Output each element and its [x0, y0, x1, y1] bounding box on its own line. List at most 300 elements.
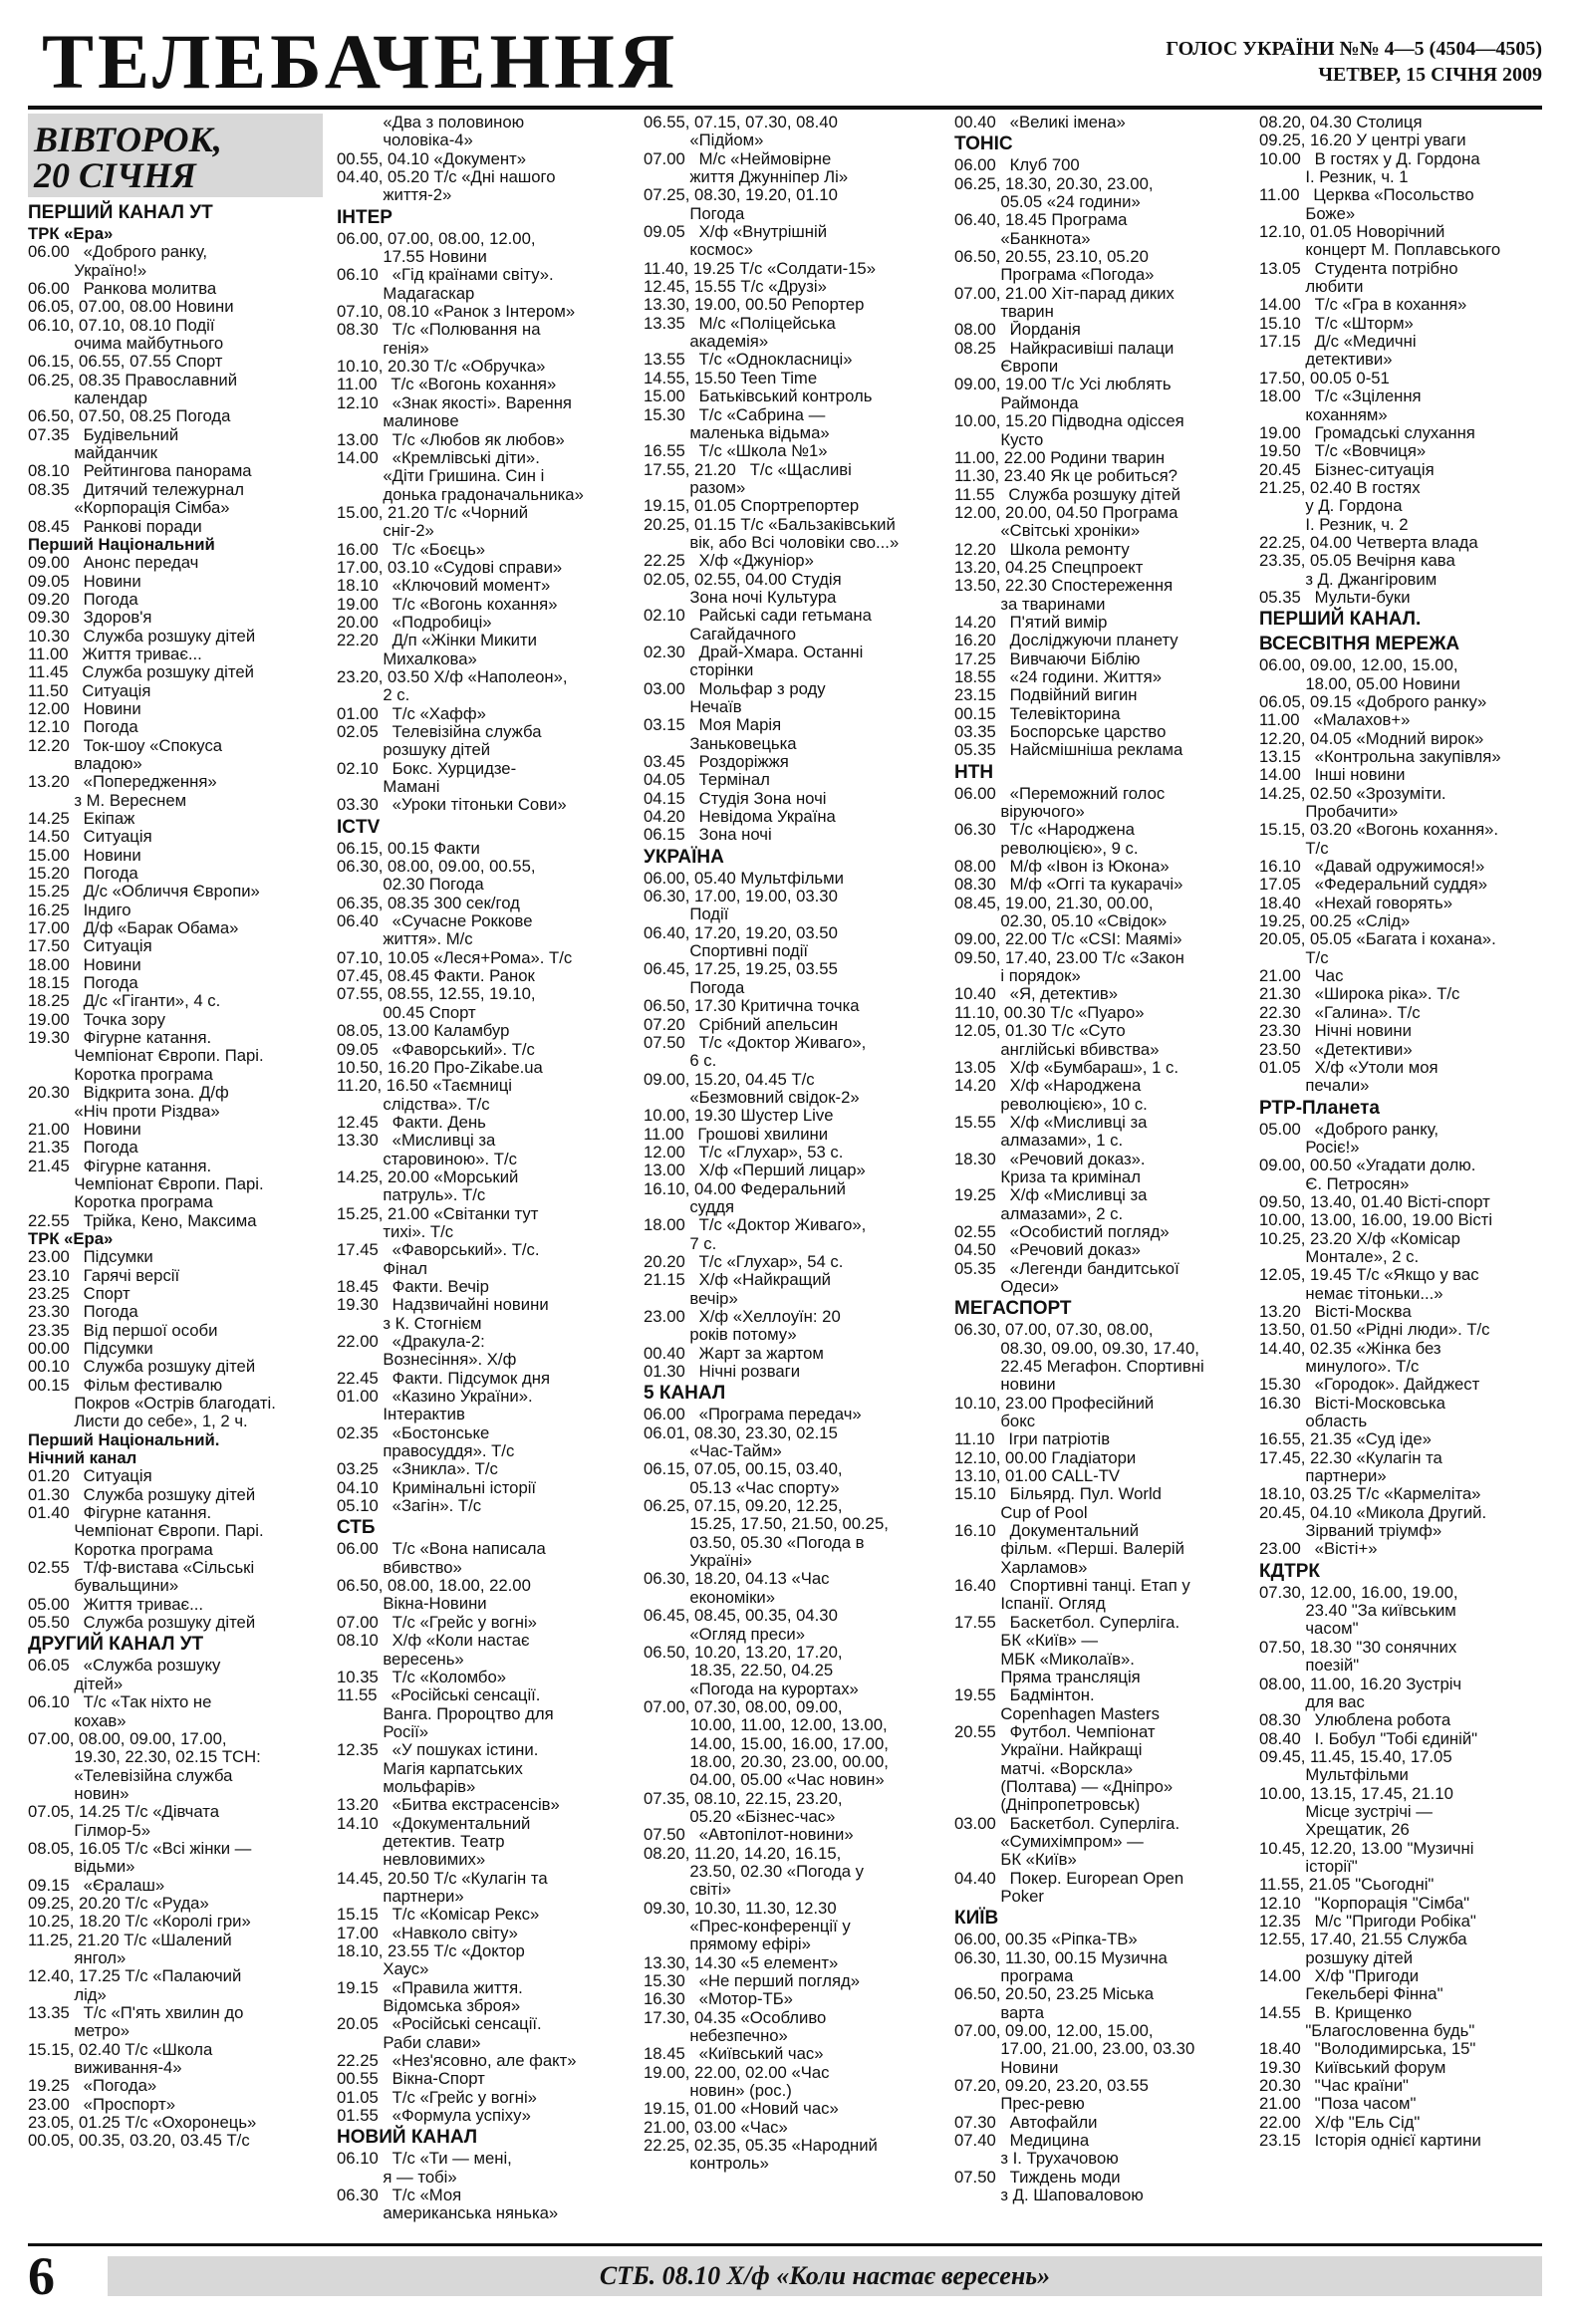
schedule-line: фільм. «Перші. Валерій	[954, 1540, 1184, 1559]
schedule-line: 05.10 «Загін». Т/с	[337, 1497, 482, 1516]
schedule-line: 12.05, 01.30 Т/с «Суто	[954, 1022, 1126, 1041]
schedule-line: 07.45, 08.45 Факти. Ранок	[337, 967, 535, 986]
schedule-line: БК «Київ»	[954, 1851, 1077, 1870]
schedule-line: сніг-2»	[337, 522, 434, 541]
schedule-line: Чемпіонат Європи. Парі.	[28, 1522, 264, 1541]
schedule-line: Хрещатик, 26	[1259, 1821, 1410, 1840]
schedule-line: 09.05 «Фаворський». Т/с	[337, 1040, 535, 1059]
schedule-line: 04.40, 05.20 Т/с «Дні нашого	[337, 168, 556, 187]
channel-subheading: Перший Національний.	[28, 1429, 220, 1449]
column-3	[644, 114, 944, 2235]
schedule-line: лід»	[28, 1985, 107, 2004]
schedule-line: 08.00, 11.00, 16.20 Зустріч	[1259, 1675, 1462, 1693]
schedule-line: 14.20 П'ятий вимір	[954, 613, 1108, 632]
schedule-line: 09.30, 10.30, 11.30, 12.30	[644, 1899, 837, 1918]
schedule-line: 18.30 «Речовий доказ».	[954, 1150, 1146, 1168]
schedule-line: варта	[954, 2003, 1044, 2022]
schedule-line: 10.10, 23.00 Професійний	[954, 1394, 1155, 1413]
schedule-line: 07.35, 08.10, 22.15, 23.20,	[644, 1789, 843, 1808]
schedule-line: 08.30 Улюблена робота	[1259, 1711, 1451, 1730]
schedule-line: 08.45 Ранкові поради	[28, 517, 202, 536]
schedule-line: 16.40 Спортивні танці. Етап у	[954, 1577, 1190, 1596]
schedule-line: 18.10, 23.55 Т/с «Доктор	[337, 1942, 525, 1960]
schedule-line: 15.30 Т/с «Сабрина —	[644, 405, 826, 424]
schedule-line: 12.10 «Знак якості». Варення	[337, 393, 572, 412]
schedule-line: Заньковецька	[644, 734, 797, 753]
schedule-line: 12.55, 17.40, 21.55 Служба	[1259, 1931, 1467, 1949]
schedule-line: небезпечно»	[644, 2027, 788, 2046]
schedule-line: 06.30 Т/с «Моя	[337, 2187, 462, 2205]
schedule-line: 11.10 Ігри патріотів	[954, 1430, 1111, 1449]
schedule-line: 13.30 «Мисливці за	[337, 1132, 496, 1151]
schedule-line: 18.00, 05.00 Новини	[1259, 674, 1460, 693]
schedule-line: І. Резник, ч. 2	[1259, 515, 1409, 534]
schedule-line: «Світські хроніки»	[954, 522, 1141, 541]
schedule-line: 10.40 «Я, детектив»	[954, 985, 1119, 1004]
schedule-line: 00.05, 00.35, 03.20, 03.45 Т/с	[28, 2132, 250, 2151]
schedule-line: 21.30 «Широка ріка». Т/с	[1259, 985, 1460, 1004]
schedule-line: Інтерактив	[337, 1406, 465, 1424]
schedule-line: 11.10, 00.30 Т/с «Пуаро»	[954, 1003, 1145, 1022]
schedule-line: 23.00 Х/ф «Хеллоуїн: 20	[644, 1308, 841, 1326]
schedule-line: 16.00 Т/с «Боєць»	[337, 540, 486, 559]
schedule-line: 07.00, 09.00, 12.00, 15.00,	[954, 2022, 1154, 2041]
schedule-line: космос»	[644, 241, 753, 260]
schedule-line: програма	[954, 1967, 1074, 1985]
schedule-line: детектив. Театр	[337, 1832, 505, 1851]
schedule-line: очима майбутнього	[28, 335, 224, 354]
schedule-line: 11.55 «Російські сенсації.	[337, 1686, 541, 1705]
schedule-line: 18.45 Факти. Вечір	[337, 1277, 489, 1296]
schedule-line: віруючого»	[954, 803, 1085, 822]
schedule-line: 08.35 Дитячий тележурнал	[28, 480, 244, 499]
schedule-line: 01.20 Ситуація	[28, 1467, 152, 1486]
schedule-line: 08.20, 11.20, 14.20, 16.15,	[644, 1844, 842, 1863]
schedule-line: 01.05 Х/ф «Утоли моя	[1259, 1058, 1439, 1077]
schedule-line: 07.00 Т/с «Грейс у вогні»	[337, 1613, 537, 1632]
schedule-line: 09.00, 15.20, 04.45 Т/с	[644, 1070, 815, 1089]
schedule-line: 05.05 «24 години»	[954, 193, 1141, 212]
schedule-line: 22.45 Мегафон. Спортивні	[954, 1358, 1204, 1376]
schedule-line: для вас	[1259, 1692, 1365, 1711]
schedule-line: Мамані	[337, 778, 440, 797]
column-2	[337, 114, 634, 2235]
schedule-line: Copenhagen Masters	[954, 1704, 1160, 1723]
schedule-line: 14.10 «Документальний	[337, 1814, 531, 1833]
schedule-line: Монтале», 2 с.	[1259, 1247, 1420, 1266]
schedule-line: 17.00 Д/ф «Барак Обама»	[28, 919, 239, 938]
schedule-line: 08.45, 19.00, 21.30, 00.00,	[954, 894, 1154, 912]
schedule-line: Погода	[644, 204, 745, 223]
schedule-line: матчі. «Ворскла»	[954, 1759, 1134, 1778]
schedule-line: 07.05, 14.25 Т/с «Дівчата	[28, 1803, 219, 1822]
schedule-line: 12.20, 04.05 «Модний вирок»	[1259, 729, 1484, 748]
schedule-line: Магія карпатських	[337, 1759, 523, 1778]
schedule-line: 17.15 Д/с «Медичні	[1259, 333, 1417, 352]
schedule-line: 02.30, 05.10 «Свідок»	[954, 912, 1168, 931]
schedule-line: 07.10, 10.05 «Леся+Рома». Т/с	[337, 948, 573, 967]
schedule-line: 20.05 «Російські сенсації.	[337, 2015, 542, 2034]
schedule-line: 06.00 Т/с «Вона написала	[337, 1540, 546, 1559]
schedule-line: 19.00 Т/с «Вогонь кохання»	[337, 595, 558, 614]
schedule-line: 19.50 Т/с «Вовчиця»	[1259, 442, 1427, 461]
channel-subheading: ТРК «Ера»	[28, 224, 114, 243]
schedule-line: Чемпіонат Європи. Парі.	[28, 1047, 264, 1066]
schedule-line: 15.55 Х/ф «Мисливці за	[954, 1113, 1148, 1132]
schedule-line: новини	[954, 1376, 1056, 1395]
schedule-line: за тваринами	[954, 595, 1106, 614]
schedule-line: 06.25, 07.15, 09.20, 12.25,	[644, 1497, 843, 1516]
schedule-line: 16.25 Індиго	[28, 901, 131, 919]
schedule-line: 08.20, 04.30 Столиця	[1259, 114, 1423, 131]
schedule-line: 14.00 Т/с «Гра в кохання»	[1259, 296, 1467, 315]
schedule-line: 01.00 Т/с «Хафф»	[337, 704, 486, 723]
schedule-line: 08.10 Рейтингова панорама	[28, 462, 252, 481]
schedule-line: 06.50, 17.30 Критична точка	[644, 997, 860, 1016]
schedule-line: 12.45, 15.55 Т/с «Друзі»	[644, 278, 827, 297]
issue-date: ЧЕТВЕР, 15 СІЧНЯ 2009	[1318, 64, 1542, 86]
schedule-line: 17.50 Ситуація	[28, 937, 152, 956]
schedule-line: минулого». Т/с	[1259, 1358, 1420, 1376]
schedule-line: 17.05 «Федеральний суддя»	[1259, 876, 1487, 895]
schedule-line: революцією», 9 с.	[954, 839, 1139, 858]
schedule-line: 23.15 Історія однієї картини	[1259, 2132, 1481, 2151]
schedule-line: 04.40 Покер. European Open	[954, 1869, 1184, 1888]
schedule-line: 01.00 «Казино України».	[337, 1388, 533, 1407]
schedule-line: 06.15 Зона ночі	[644, 826, 772, 845]
schedule-line: 16.55 Т/с «Школа №1»	[644, 442, 828, 461]
schedule-line: 12.35 М/с "Пригоди Робіка"	[1259, 1912, 1476, 1931]
schedule-line: календар	[28, 389, 147, 408]
schedule-line: 14.25, 20.00 «Морський	[337, 1167, 519, 1186]
schedule-line: 09.50, 17.40, 23.00 Т/с «Закон	[954, 948, 1184, 967]
schedule-line: Коротка програма	[28, 1065, 213, 1084]
schedule-line: 07.20, 09.20, 23.20, 03.55	[954, 2077, 1149, 2096]
schedule-line: 02.05 Телевізійна служба	[337, 723, 542, 741]
schedule-line: концерт М. Поплавського	[1259, 241, 1501, 260]
schedule-line: (Полтава) — «Дніпро»	[954, 1777, 1174, 1796]
schedule-line: 22.25 Х/ф «Джуніор»	[644, 552, 814, 571]
schedule-line: «Ніч проти Різдва»	[28, 1102, 220, 1121]
schedule-line: 12.00 Т/с «Глухар», 53 с.	[644, 1143, 844, 1162]
schedule-line: вечір»	[644, 1289, 738, 1308]
schedule-line: 06.35, 08.35 300 сек/год	[337, 894, 520, 912]
schedule-line: 09.00 Анонс передач	[28, 554, 199, 573]
schedule-line: 20.45 Бізнес-ситуація	[1259, 460, 1435, 479]
channel-name: СТБ	[337, 1517, 376, 1539]
schedule-line: 05.35 Найсмішніша реклама	[954, 741, 1183, 760]
schedule-line: 08.30 М/ф «Оггі та кукарачі»	[954, 876, 1183, 895]
schedule-line: донька градоначальника»	[337, 485, 584, 504]
schedule-line: 21.00 Новини	[28, 1120, 141, 1139]
schedule-line: «Телевізійна служба	[28, 1766, 233, 1785]
schedule-line: 13.15 «Контрольна закупівля»	[1259, 748, 1501, 766]
schedule-line: Раймонда	[954, 393, 1079, 412]
schedule-line: 20.25, 01.15 Т/с «Бальзаківський	[644, 515, 896, 534]
schedule-line: 10.10, 20.30 Т/с «Обручка»	[337, 358, 546, 377]
schedule-line: 13.55 Т/с «Однокласниці»	[644, 351, 853, 370]
schedule-line: 23.20, 03.50 Х/ф «Наполеон»,	[337, 667, 568, 686]
schedule-line: 07.00, 08.00, 09.00, 17.00,	[28, 1729, 227, 1748]
schedule-line: 04.20 Невідома Україна	[644, 808, 836, 827]
schedule-line: тварин	[954, 303, 1054, 322]
schedule-line: 05.50 Служба розшуку дітей	[28, 1614, 256, 1633]
schedule-line: 06.30, 17.00, 19.00, 03.30	[644, 888, 838, 906]
schedule-line: 18.35, 22.50, 04.25	[644, 1662, 834, 1680]
schedule-line: 04.00, 05.00 «Час новин»	[644, 1771, 885, 1790]
schedule-line: 15.15 Т/с «Комісар Рекс»	[337, 1906, 540, 1925]
schedule-line: Вознесіння». Х/ф	[337, 1351, 517, 1370]
schedule-line: владою»	[28, 754, 142, 773]
schedule-line: БК «Київ» —	[954, 1632, 1099, 1651]
schedule-line: 06.00, 09.00, 12.00, 15.00,	[1259, 656, 1458, 675]
schedule-line: 21.00 "Поза часом"	[1259, 2095, 1417, 2114]
schedule-line: 07.30, 12.00, 16.00, 19.00,	[1259, 1583, 1458, 1602]
schedule-line: академія»	[644, 333, 769, 352]
schedule-line: 21.00 Час	[1259, 967, 1344, 986]
schedule-line: 06.40, 18.45 Програма	[954, 211, 1128, 230]
schedule-line: 00.15 Фільм фестивалю	[28, 1376, 223, 1395]
schedule-line: Чемпіонат Європи. Парі.	[28, 1174, 264, 1193]
schedule-line: 11.00 «Малахов+»	[1259, 711, 1411, 730]
schedule-line: Пробачити»	[1259, 803, 1399, 822]
schedule-line: 17.45 «Фаворський». Т/с.	[337, 1241, 540, 1260]
schedule-line: вересень»	[337, 1650, 464, 1669]
schedule-line: 00.40 Жарт за жартом	[644, 1344, 824, 1363]
schedule-line: вбивство»	[337, 1558, 462, 1577]
schedule-line: 03.45 Роздоріжжя	[644, 753, 789, 772]
schedule-line: 20.05, 05.05 «Багата і кохана».	[1259, 930, 1496, 949]
schedule-line: 21.25, 02.40 В гостях	[1259, 478, 1421, 497]
schedule-line: 15.15, 02.40 Т/с «Школа	[28, 2040, 213, 2059]
schedule-line: патруль». Т/с	[337, 1186, 486, 1205]
schedule-line: 18.25 Д/с «Гіганти», 4 с.	[28, 992, 221, 1011]
schedule-line: 05.13 «Час спорту»	[644, 1478, 840, 1497]
schedule-line: область	[1259, 1413, 1368, 1431]
schedule-line: Ванга. Пророцтво для	[337, 1704, 554, 1723]
schedule-line: 18.40 "Володимирська, 15"	[1259, 2040, 1476, 2059]
schedule-line: 02.10 Райські сади гетьмана	[644, 607, 872, 626]
schedule-line: 15.00 Батьківський контроль	[644, 387, 873, 406]
schedule-line: 18.15 Погода	[28, 974, 138, 993]
schedule-line: любити	[1259, 278, 1364, 297]
schedule-line: 08.40 І. Бобул "Тобі єдиній"	[1259, 1729, 1478, 1748]
schedule-line: 08.00 М/ф «Івон із Юкона»	[954, 858, 1170, 877]
schedule-line: 23.50, 02.30 «Погода у	[644, 1862, 864, 1881]
schedule-line: 19.00 Громадські слухання	[1259, 423, 1475, 442]
schedule-line: 07.20 Срібний апельсин	[644, 1015, 839, 1034]
schedule-line: 15.20 Погода	[28, 865, 138, 884]
channel-name: РТР-Планета	[1259, 1097, 1380, 1119]
schedule-line: поезій"	[1259, 1657, 1360, 1676]
schedule-line: 15.10 Більярд. Пул. World	[954, 1485, 1162, 1504]
schedule-line: 07.55, 08.55, 12.55, 19.10,	[337, 985, 536, 1004]
schedule-line: Криза та кримінал	[954, 1167, 1141, 1186]
schedule-line: 06.00 «Доброго ранку,	[28, 243, 208, 262]
schedule-line: 03.25 «Зникла». Т/с	[337, 1460, 498, 1479]
schedule-line: МБК «Миколаїв».	[954, 1650, 1135, 1669]
schedule-line: 12.10, 00.00 Гладіатори	[954, 1448, 1137, 1467]
schedule-line: 09.05 Х/ф «Внутрішній	[644, 223, 828, 242]
schedule-line: 12.45 Факти. День	[337, 1113, 486, 1132]
schedule-line: 13.20 «Битва екстрасенсів»	[337, 1796, 560, 1815]
schedule-line: 16.10, 04.00 Федеральний	[644, 1179, 846, 1198]
schedule-line: «Банкнота»	[954, 229, 1091, 248]
channel-name: МЕГАСПОРТ	[954, 1298, 1072, 1320]
schedule-line: 02.55 Т/ф-вистава «Сільські	[28, 1559, 255, 1578]
schedule-line: 10.00, 19.30 Шустер Live	[644, 1107, 834, 1126]
schedule-line: 13.30, 19.00, 00.50 Репортер	[644, 296, 865, 315]
schedule-line: старовиною». Т/с	[337, 1150, 517, 1168]
schedule-line: 19.25 «Погода»	[28, 2077, 157, 2096]
schedule-line: 07.00, 21.00 Хіт-парад диких	[954, 284, 1175, 303]
schedule-line: 06.10 Т/с «Так ніхто не	[28, 1693, 212, 1712]
schedule-line: генія»	[337, 339, 429, 358]
schedule-line: 14.20 Х/ф «Народжена	[954, 1077, 1142, 1096]
schedule-line: 23.15 Подвійний вигин	[954, 686, 1138, 705]
schedule-line: 06.05, 07.00, 08.00 Новини	[28, 298, 234, 317]
schedule-line: 19.25 Х/ф «Мисливці за	[954, 1186, 1148, 1205]
schedule-line: історії"	[1259, 1857, 1358, 1876]
schedule-line: 06.10 «Гід країнами світу».	[337, 266, 554, 285]
schedule-line: 06.50, 07.50, 08.25 Погода	[28, 407, 231, 426]
schedule-line: 6 с.	[644, 1052, 717, 1071]
channel-name: ВСЕСВІТНЯ МЕРЕЖА	[1259, 634, 1460, 655]
schedule-line: 01.05 Т/с «Грейс у вогні»	[337, 2088, 537, 2107]
schedule-line: 23.10 Гарячі версії	[28, 1266, 180, 1285]
channel-subheading: ТРК «Ера»	[28, 1228, 114, 1248]
schedule-line: 19.15, 01.00 «Новий час»	[644, 2100, 839, 2119]
schedule-line: 23.35 Від першої особи	[28, 1321, 218, 1340]
schedule-line: 21.35 Погода	[28, 1139, 138, 1158]
schedule-line: 22.25 «Нез'ясовно, але факт»	[337, 2052, 577, 2071]
schedule-line: 15.30 «Не перший погляд»	[644, 1972, 861, 1991]
schedule-line: 10.00, 11.00, 12.00, 13.00,	[644, 1716, 888, 1735]
schedule-line: 07.50 «Автопілот-новини»	[644, 1826, 854, 1845]
schedule-line: років потому»	[644, 1326, 797, 1345]
schedule-line: Зона ночі Культура	[644, 588, 837, 607]
schedule-line: 16.10 Документальний	[954, 1522, 1140, 1541]
schedule-line: бувальщини»	[28, 1577, 179, 1596]
schedule-line: 02.30 Драй-Хмара. Останні	[644, 643, 864, 661]
schedule-line: 10.00 В гостях у Д. Гордона	[1259, 149, 1480, 168]
schedule-line: 14.40, 02.35 «Жінка без	[1259, 1339, 1441, 1358]
schedule-line: життя Джунніпер Лі»	[644, 168, 849, 187]
schedule-line: партнери»	[1259, 1467, 1387, 1486]
schedule-line: 06.15, 06.55, 07.55 Спорт	[28, 353, 223, 372]
schedule-line: 15.25 Д/с «Обличчя Європи»	[28, 883, 260, 902]
schedule-line: Росії»	[337, 1722, 429, 1741]
schedule-line: 09.30 Здоров'я	[28, 609, 152, 628]
schedule-line: 20.30 Відкрита зона. Д/ф	[28, 1084, 229, 1103]
schedule-line: 11.45 Служба розшуку дітей	[28, 663, 254, 682]
schedule-line: 06.30 Т/с «Народжена	[954, 821, 1135, 840]
schedule-line: 21.15 Х/ф «Найкращий	[644, 1271, 831, 1290]
schedule-line: 02.05, 02.55, 04.00 Студія	[644, 570, 842, 589]
schedule-line: 05.20 «Бізнес-час»	[644, 1807, 836, 1826]
schedule-line: малинове	[337, 412, 459, 431]
schedule-line: алмазами», 1 с.	[954, 1132, 1124, 1151]
schedule-line: 08.05, 16.05 Т/с «Всі жінки —	[28, 1839, 252, 1858]
schedule-line: 18.00 Т/с «Зцілення	[1259, 387, 1422, 406]
channel-name: КИЇВ	[954, 1908, 999, 1930]
schedule-line: 07.00 М/с «Неймовірне	[644, 149, 832, 168]
schedule-line: Україно!»	[28, 261, 147, 280]
schedule-line: Боже»	[1259, 204, 1356, 223]
schedule-line: 06.00 «Програма передач»	[644, 1406, 862, 1424]
schedule-line: 19.15, 01.05 Спортрепортер	[644, 497, 860, 516]
schedule-line: мольфарів»	[337, 1777, 476, 1796]
schedule-line: 06.30, 18.20, 04.13 «Час	[644, 1570, 830, 1589]
schedule-line: 12.20 Ток-шоу «Спокуса	[28, 736, 223, 755]
schedule-line: 15.30 «Городок». Дайджест	[1259, 1376, 1480, 1395]
schedule-line: 07.25, 08.30, 19.20, 01.10	[644, 186, 838, 205]
schedule-line: 12.10 "Корпорація "Сімба"	[1259, 1894, 1470, 1913]
schedule-line: 17.00, 21.00, 23.00, 03.30	[954, 2040, 1195, 2059]
schedule-line: прямому ефірі»	[644, 1936, 811, 1954]
schedule-line: 03.15 Моя Марія	[644, 716, 782, 735]
schedule-line: 09.50, 13.40, 01.40 Вісті-спорт	[1259, 1192, 1490, 1211]
schedule-line: Пряма трансляція	[954, 1668, 1141, 1686]
schedule-line: 16.30 Вісті-Московська	[1259, 1394, 1445, 1413]
schedule-line: 09.45, 11.45, 15.40, 17.05	[1259, 1747, 1452, 1766]
schedule-line: коханням»	[1259, 405, 1388, 424]
schedule-line: маленька відьма»	[644, 423, 830, 442]
schedule-line: 11.55 Служба розшуку дітей	[954, 485, 1180, 504]
schedule-line: 17.50, 00.05 0-51	[1259, 369, 1390, 387]
schedule-line: 21.00, 03.00 «Час»	[644, 2118, 788, 2137]
schedule-line: 13.35 Т/с «П'ять хвилин до	[28, 2004, 244, 2022]
schedule-line: 06.30, 08.00, 09.00, 00.55,	[337, 858, 536, 877]
schedule-line: Є. Петросян»	[1259, 1174, 1410, 1193]
column-5	[1259, 114, 1544, 2235]
schedule-line: Мультфільми	[1259, 1766, 1409, 1785]
channel-name: ICTV	[337, 816, 381, 838]
schedule-line: Одеси»	[954, 1277, 1059, 1296]
schedule-line: 10.00, 13.15, 17.45, 21.10	[1259, 1784, 1453, 1803]
schedule-line: 13.20, 04.25 Спецпроект	[954, 558, 1144, 577]
day-heading: ВІВТОРОК, 20 СІЧНЯ	[28, 114, 323, 197]
schedule-line: 19.30, 22.30, 02.15 ТСН:	[28, 1748, 261, 1767]
schedule-line: (Дніпропетровськ)	[954, 1796, 1141, 1815]
schedule-line: 21.45 Фігурне катання.	[28, 1157, 212, 1175]
schedule-line: 09.25, 20.20 Т/с «Руда»	[28, 1894, 209, 1913]
schedule-line: 06.10, 07.10, 08.10 Події	[28, 316, 215, 335]
schedule-line: Листи до себе», 1, 2 ч.	[28, 1413, 248, 1431]
schedule-line: 09.00, 22.00 Т/с «CSI: Маямі»	[954, 930, 1182, 949]
schedule-line: Т/с	[1259, 948, 1329, 967]
schedule-line: Cup of Pool	[954, 1503, 1088, 1522]
schedule-line: Новини	[954, 2058, 1059, 2077]
schedule-line: 07.50, 18.30 "30 сонячних	[1259, 1638, 1457, 1657]
schedule-line: 15.15, 03.20 «Вогонь кохання».	[1259, 821, 1499, 840]
schedule-line: 13.50, 01.50 «Рідні люди». Т/с	[1259, 1321, 1490, 1340]
schedule-line: 14.25, 02.50 «Зрозуміти.	[1259, 784, 1446, 803]
schedule-line: 14.00 «Кремлівські діти».	[337, 448, 540, 467]
schedule-line: 22.20 Д/п «Жінки Микити	[337, 632, 537, 650]
schedule-line: 03.30 «Уроки тітоньки Сови»	[337, 796, 567, 815]
schedule-line: Європи	[954, 358, 1059, 377]
schedule-line: 12.40, 17.25 Т/с «Палаючий	[28, 1967, 242, 1986]
issue-info	[1166, 36, 1542, 88]
schedule-line: «Прес-конференції у	[644, 1918, 851, 1936]
page-footer	[28, 2243, 1542, 2306]
schedule-line: Раби слави»	[337, 2033, 481, 2052]
schedule-line: 10.35 Т/с «Коломбо»	[337, 1668, 507, 1686]
schedule-line: 17.55 Баскетбол. Суперліга.	[954, 1613, 1180, 1632]
schedule-line: "Благословенна будь"	[1259, 2022, 1475, 2041]
schedule-line: 14.50 Ситуація	[28, 828, 152, 847]
